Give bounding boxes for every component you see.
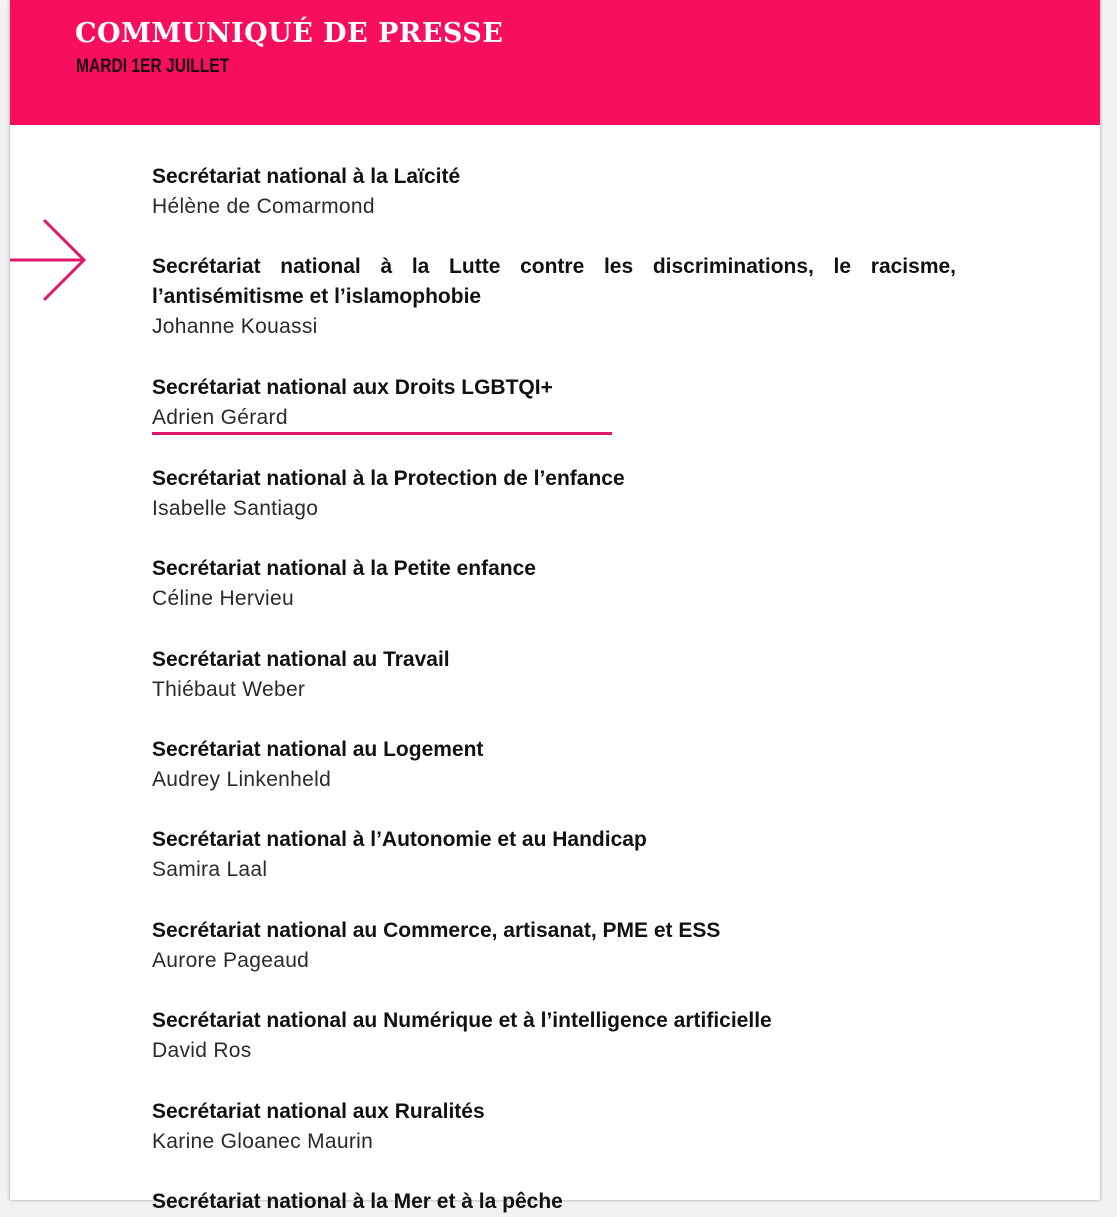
list-item [152, 252, 956, 342]
list-item [152, 1006, 956, 1066]
list-item [152, 645, 956, 705]
list-item [152, 162, 956, 222]
secretariat-title: Secrétariat national à la Lutte contre les discriminations, le racisme, l’antisémitisme et l’islamophobie [152, 255, 956, 308]
press-release-page [10, 0, 1100, 1213]
secretary-name: Céline Hervieu [152, 587, 294, 610]
secretary-name: Samira Laal [152, 858, 268, 881]
list-item [152, 1187, 956, 1217]
secretary-name: Hélène de Comarmond [152, 195, 375, 218]
secretariat-title: Secrétariat national au Logement [152, 738, 484, 761]
arrow-right-icon [10, 218, 90, 304]
secretariat-title: Secrétariat national à la Mer et à la pêche [152, 1190, 563, 1213]
secretary-name: Audrey Linkenheld [152, 768, 332, 791]
list-item [152, 464, 956, 524]
secretariat-title: Secrétariat national aux Ruralités [152, 1100, 485, 1123]
list-item [152, 825, 956, 885]
secretary-name: David Ros [152, 1039, 252, 1062]
secretary-name: Adrien Gérard [152, 406, 288, 429]
list-item [152, 1097, 956, 1157]
list-item [152, 916, 956, 976]
list-item [152, 735, 956, 795]
header-banner [10, 0, 1100, 125]
secretariat-title: Secrétariat national à la Petite enfance [152, 557, 536, 580]
secretariat-title: Secrétariat national à la Laïcité [152, 165, 461, 188]
list-item [152, 554, 956, 614]
secretary-name: Johanne Kouassi [152, 315, 318, 338]
secretariat-title: Secrétariat national au Travail [152, 648, 450, 671]
secretary-name: Thiébaut Weber [152, 678, 306, 701]
document-title: COMMUNIQUÉ DE PRESSE [75, 18, 504, 49]
document-date: MARDI 1ER JUILLET [76, 56, 230, 77]
secretariat-title: Secrétariat national au Numérique et à l’intelligence artificielle [152, 1009, 772, 1032]
secretariat-title: Secrétariat national au Commerce, artisanat, PME et ESS [152, 919, 721, 942]
highlight-underline [152, 432, 612, 435]
secretariat-title: Secrétariat national aux Droits LGBTQI+ [152, 376, 553, 399]
secretary-name: Aurore Pageaud [152, 949, 310, 972]
secretariat-title: Secrétariat national à la Protection de l’enfance [152, 467, 625, 490]
secretariat-title: Secrétariat national à l’Autonomie et au Handicap [152, 828, 647, 851]
secretary-name: Karine Gloanec Maurin [152, 1130, 374, 1153]
secretary-name: Isabelle Santiago [152, 497, 319, 520]
list-item [152, 373, 956, 433]
